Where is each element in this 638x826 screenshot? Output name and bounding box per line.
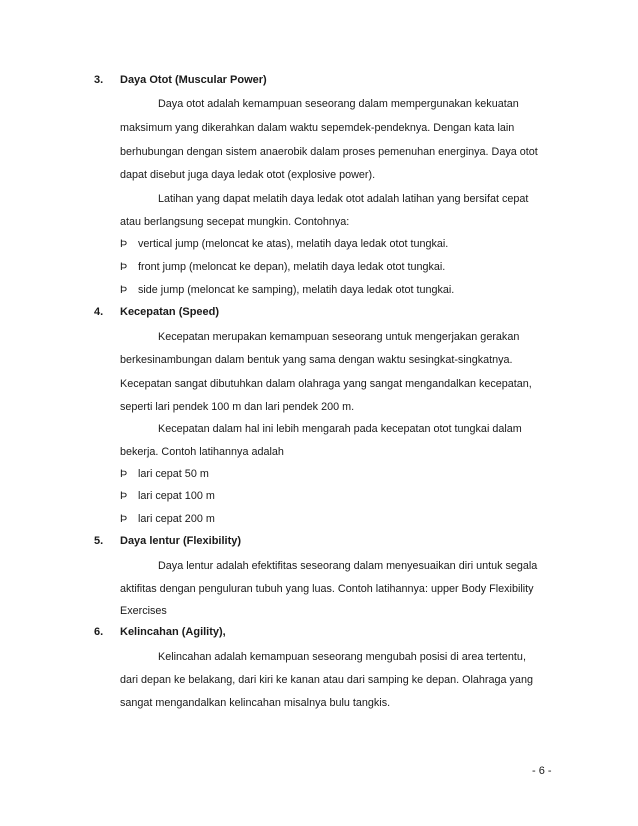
paragraph-line: sangat mengandalkan kelincahan misalnya bulu tangkis. bbox=[120, 697, 391, 709]
paragraph-line: Kelincahan adalah kemampuan seseorang mengubah posisi di area tertentu, bbox=[158, 651, 526, 663]
section-heading: Daya lentur (Flexibility) bbox=[120, 535, 242, 547]
bullet-icon: Þ bbox=[120, 490, 128, 502]
paragraph-line: berkesinambungan dalam bentuk yang sama dengan waktu sesingkat-singkatnya. bbox=[120, 354, 513, 366]
bullet-icon: Þ bbox=[120, 261, 128, 273]
paragraph-line: bekerja. Contoh latihannya adalah bbox=[120, 446, 284, 458]
bullet-icon: Þ bbox=[120, 238, 128, 250]
section-heading: Kelincahan (Agility), bbox=[120, 626, 226, 638]
paragraph-line: atau berlangsung secepat mungkin. Contohnya: bbox=[120, 216, 350, 228]
section-heading: Kecepatan (Speed) bbox=[120, 306, 220, 318]
paragraph-line: aktifitas dengan penguluran tubuh yang luas. Contoh latihannya: upper Body Flexibility bbox=[120, 583, 534, 595]
paragraph-line: berhubungan dengan sistem anaerobik dalam proses pemenuhan energinya. Daya otot bbox=[120, 146, 538, 158]
bullet-item: front jump (meloncat ke depan), melatih daya ledak otot tungkai. bbox=[138, 261, 446, 273]
paragraph-line: dari depan ke belakang, dari kiri ke kanan atau dari samping ke depan. Olahraga yang bbox=[120, 674, 533, 686]
bullet-icon: Þ bbox=[120, 468, 128, 480]
bullet-icon: Þ bbox=[120, 513, 128, 525]
paragraph-line: Kecepatan sangat dibutuhkan dalam olahraga yang sangat mengandalkan kecepatan, bbox=[120, 378, 532, 390]
bullet-icon: Þ bbox=[120, 284, 128, 296]
section-number: 6. bbox=[94, 626, 104, 638]
paragraph-line: Kecepatan dalam hal ini lebih mengarah pada kecepatan otot tungkai dalam bbox=[158, 423, 522, 435]
paragraph-line: dapat disebut juga daya ledak otot (explosive power). bbox=[120, 169, 376, 181]
paragraph-line: Daya otot adalah kemampuan seseorang dalam mempergunakan kekuatan bbox=[158, 98, 519, 110]
paragraph-line: Kecepatan merupakan kemampuan seseorang untuk mengerjakan gerakan bbox=[158, 331, 520, 343]
bullet-item: lari cepat 100 m bbox=[138, 490, 215, 502]
bullet-item: vertical jump (meloncat ke atas), melatih daya ledak otot tungkai. bbox=[138, 238, 449, 250]
page-number: - 6 - bbox=[532, 765, 552, 777]
section-number: 4. bbox=[94, 306, 104, 318]
paragraph-line: Exercises bbox=[120, 605, 167, 617]
section-heading: Daya Otot (Muscular Power) bbox=[120, 74, 267, 86]
bullet-item: lari cepat 200 m bbox=[138, 513, 215, 525]
section-number: 3. bbox=[94, 74, 104, 86]
paragraph-line: Daya lentur adalah efektifitas seseorang dalam menyesuaikan diri untuk segala bbox=[158, 560, 538, 572]
section-number: 5. bbox=[94, 535, 104, 547]
paragraph-line: maksimum yang dikerahkan dalam waktu sepemdek-pendeknya. Dengan kata lain bbox=[120, 122, 515, 134]
paragraph-line: Latihan yang dapat melatih daya ledak otot adalah latihan yang bersifat cepat bbox=[158, 193, 529, 205]
bullet-item: side jump (meloncat ke samping), melatih daya ledak otot tungkai. bbox=[138, 284, 455, 296]
bullet-item: lari cepat 50 m bbox=[138, 468, 209, 480]
paragraph-line: seperti lari pendek 100 m dan lari pendek 200 m. bbox=[120, 401, 355, 413]
